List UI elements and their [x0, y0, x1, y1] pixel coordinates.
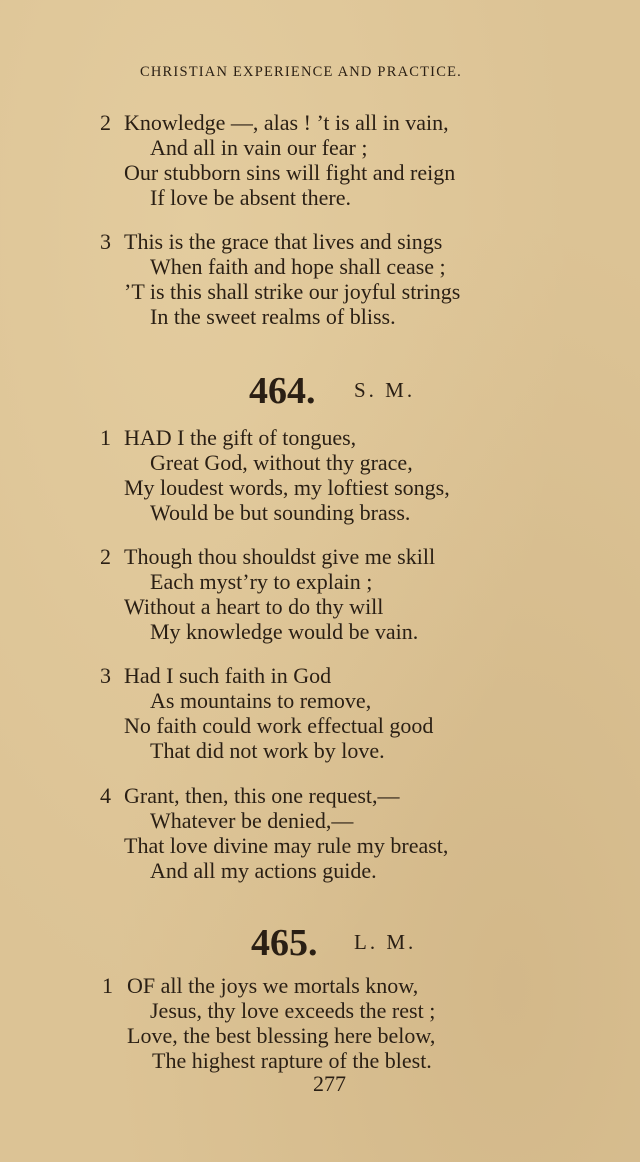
verse-line: Jesus, thy love exceeds the rest ;: [150, 998, 436, 1023]
page-number: 277: [313, 1071, 346, 1096]
verse-line: If love be absent there.: [150, 185, 351, 210]
verse-line: This is the grace that lives and sings: [124, 229, 443, 254]
verse-line: Love, the best blessing here below,: [127, 1023, 436, 1048]
verse-line: Knowledge —, alas ! ’t is all in vain,: [124, 110, 449, 135]
verse-line: Had I such faith in God: [124, 663, 332, 688]
running-head: CHRISTIAN EXPERIENCE AND PRACTICE.: [140, 64, 462, 80]
verse-line: Whatever be denied,—: [150, 808, 354, 833]
verse-line: And all my actions guide.: [150, 858, 377, 883]
verse-line: Though thou shouldst give me skill: [124, 544, 436, 569]
verse-line: Grant, then, this one request,—: [124, 783, 400, 808]
verse-line: The highest rapture of the blest.: [152, 1048, 432, 1073]
verse-line: And all in vain our fear ;: [150, 135, 368, 160]
verse-line: My loudest words, my loftiest songs,: [124, 475, 450, 500]
stanza-number: 2: [100, 110, 111, 135]
stanza-number: 2: [100, 544, 111, 569]
verse-line: Great God, without thy grace,: [150, 450, 413, 475]
verse-line: Our stubborn sins will fight and reign: [124, 160, 456, 185]
verse-line: My knowledge would be vain.: [150, 619, 419, 644]
verse-line: ’T is this shall strike our joyful strings: [124, 279, 461, 304]
verse-line: Without a heart to do thy will: [124, 594, 384, 619]
hymn-meter: L. M.: [354, 930, 417, 954]
hymn-number: 465.: [251, 922, 318, 964]
verse-line: Would be but sounding brass.: [150, 500, 411, 525]
stanza-number: 3: [100, 663, 111, 688]
stanza-number: 1: [102, 973, 113, 998]
stanza-number: 4: [100, 783, 111, 808]
verse-line: Each myst’ry to explain ;: [150, 569, 373, 594]
verse-line: That did not work by love.: [150, 738, 385, 763]
hymn-number: 464.: [249, 370, 316, 412]
verse-line: That love divine may rule my breast,: [124, 833, 449, 858]
verse-line: When faith and hope shall cease ;: [150, 254, 446, 279]
stanza-number: 1: [100, 425, 111, 450]
verse-line: HAD I the gift of tongues,: [124, 425, 357, 450]
verse-line: In the sweet realms of bliss.: [150, 304, 396, 329]
verse-line: As mountains to remove,: [150, 688, 372, 713]
hymn-meter: S. M.: [354, 378, 416, 402]
stanza-number: 3: [100, 229, 111, 254]
verse-line: OF all the joys we mortals know,: [127, 973, 419, 998]
verse-line: No faith could work effectual good: [124, 713, 434, 738]
